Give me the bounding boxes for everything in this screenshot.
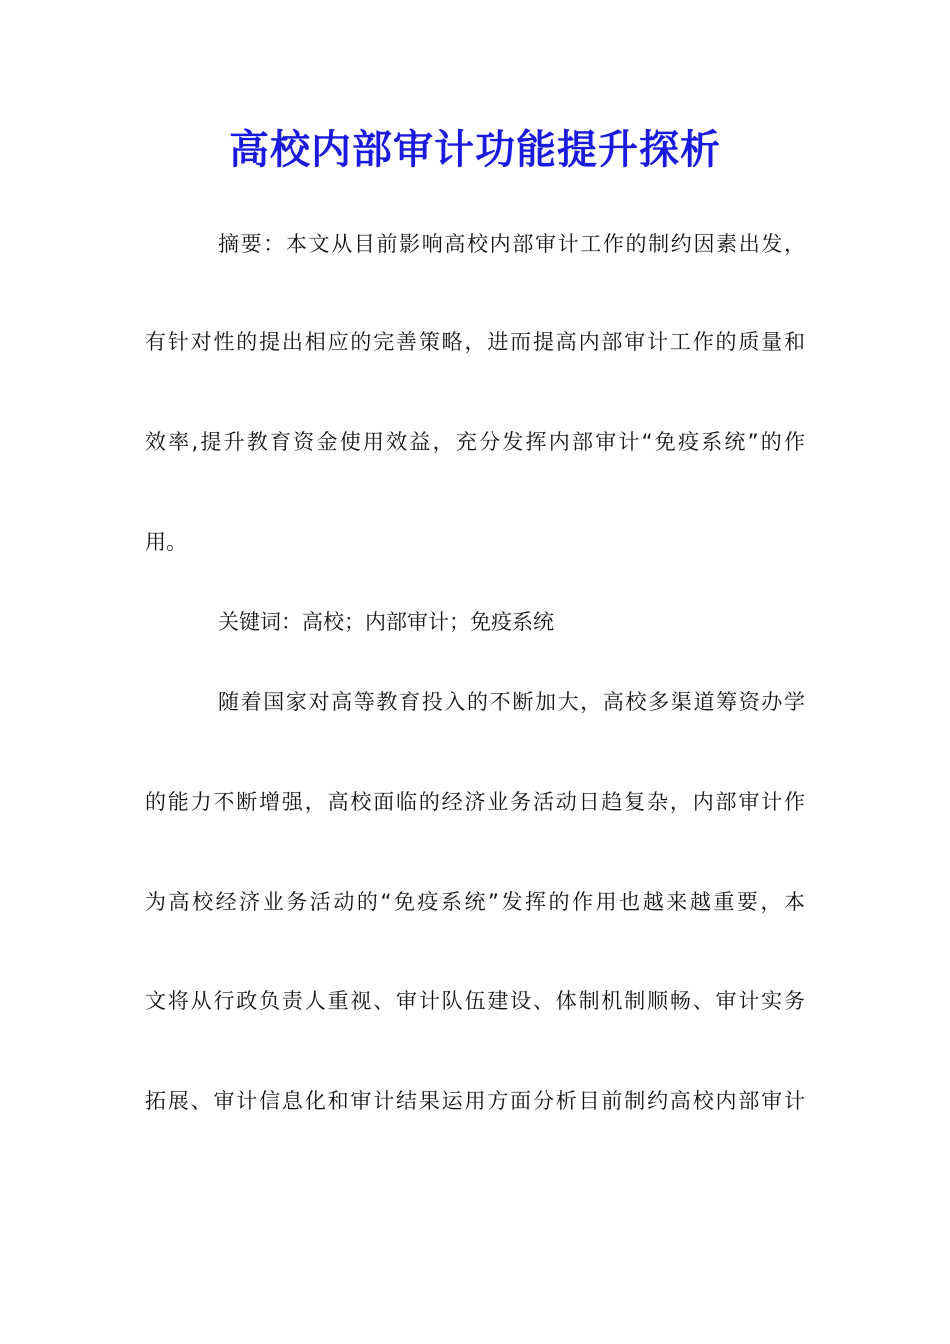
keywords-line: 关键词：高校；内部审计；免疫系统 [218,610,554,634]
body-line: 为高校经济业务活动的“免疫系统”发挥的作用也越来越重要，本 [145,890,805,914]
body-line: 随着国家对高等教育投入的不断加大，高校多渠道筹资办学 [218,690,805,714]
body-line: 的能力不断增强，高校面临的经济业务活动日趋复杂，内部审计作 [145,790,805,814]
body-line: 文将从行政负责人重视、审计队伍建设、体制机制顺畅、审计实务 [145,989,805,1013]
body-line: 拓展、审计信息化和审计结果运用方面分析目前制约高校内部审计 [145,1089,805,1113]
abstract-line: 用。 [145,530,187,554]
abstract-line: 效率,提升教育资金使用效益，充分发挥内部审计“免疫系统”的作 [145,430,805,454]
abstract-line: 摘要：本文从目前影响高校内部审计工作的制约因素出发， [218,232,805,256]
abstract-line: 有针对性的提出相应的完善策略，进而提高内部审计工作的质量和 [145,330,805,354]
document-title: 高校内部审计功能提升探析 [229,126,721,173]
